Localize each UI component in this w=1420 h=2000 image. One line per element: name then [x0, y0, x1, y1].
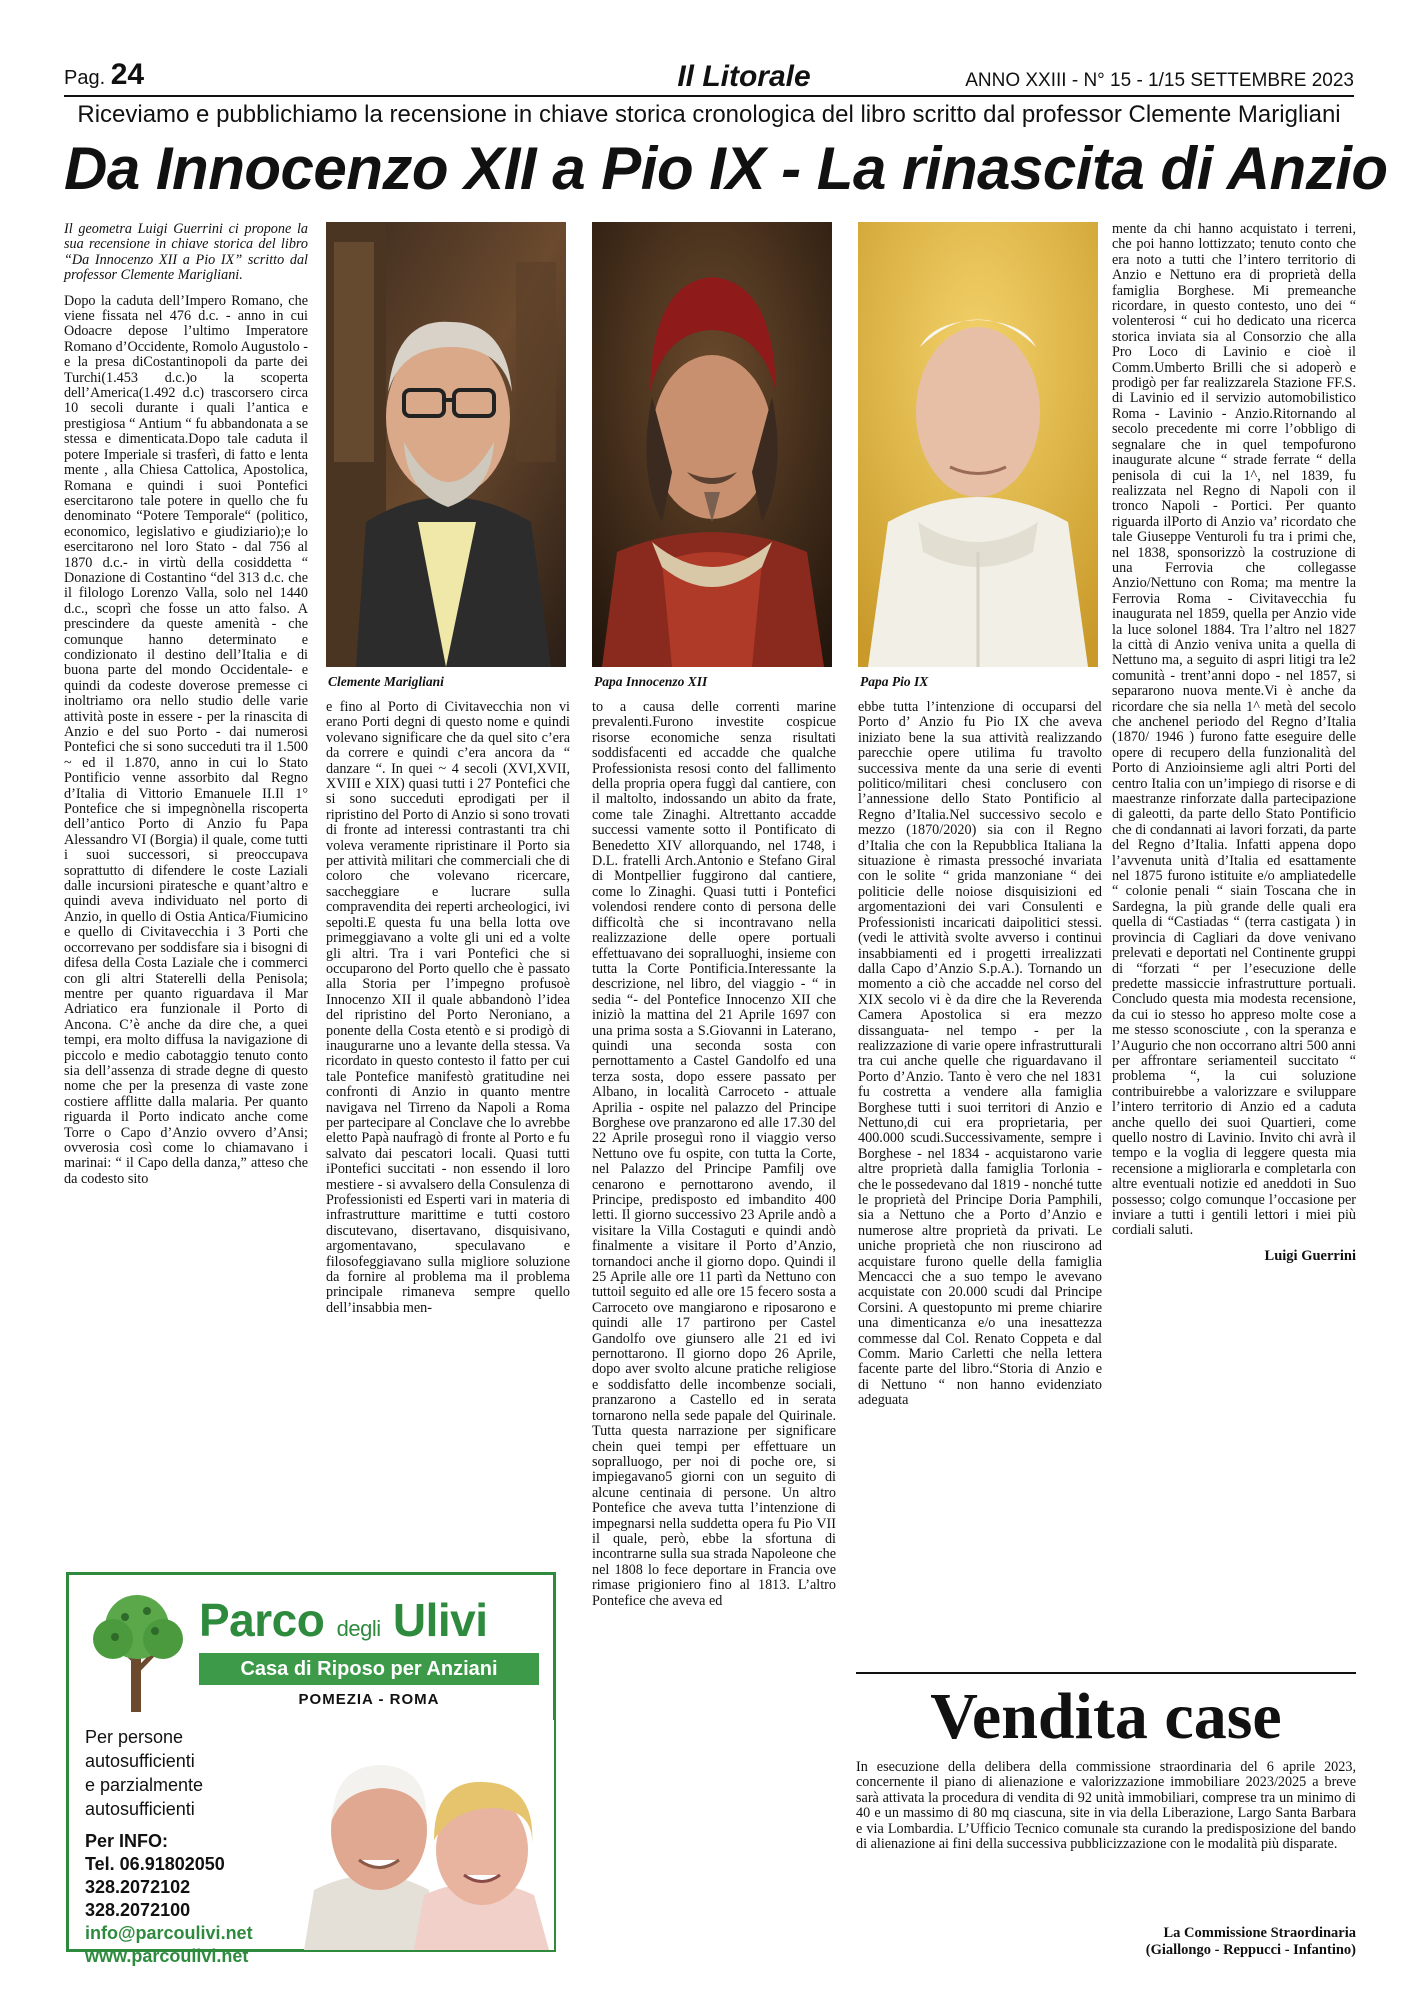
- article-signature: Luigi Guerrini: [1264, 1247, 1356, 1264]
- article-column-2: [326, 700, 570, 1555]
- ad-email-link[interactable]: info@parcoulivi.net: [85, 1923, 253, 1943]
- article-lead: Il geometra Luigi Guerrini ci propone la sua recensione in chiave storica del libro “Da Innocenzo XII a Pio IX” scritto dal professor Clemente Marigliani.: [64, 221, 308, 284]
- ad-persons-line: e parzialmente: [85, 1775, 204, 1795]
- caption-innocenzo: Papa Innocenzo XII: [594, 674, 708, 689]
- ad-brand-main: Parco: [199, 1594, 325, 1646]
- ad-info-label: Per INFO:: [85, 1831, 169, 1851]
- elderly-couple-image: [304, 1720, 554, 1950]
- caption-author: Clemente Marigliani: [328, 674, 444, 689]
- ad-subtitle: Casa di Riposo per Anziani: [199, 1653, 539, 1685]
- vendita-signature-line2: (Giallongo - Reppucci - Infantino): [1145, 1942, 1356, 1958]
- article-text-4: ebbe tutta l’intenzione di occuparsi del Porto d’ Anzio fu Pio IX che aveva iniziato bene la sua attività realizzando parecchie opere utilima fu travolto successiva mente da una serie di eventi politico/militari chesi conclusero con l’annessione dello Stato Pontificio al Regno d’Italia.Nel successivo secolo e mezzo (1870/2020) sia con il Regno d’Italia che con la Repubblica Italiana la situazione è rimasta pressoché invariata con le solite “ grida manzoniane “ dei politicie delle noiose disquisizioni ed argomentazioni dei vari Consulenti e Professionisti incaricati daipolitici stessi. (vedi le attività svolte avverso i continui insabbiamenti ed i progetti irrealizzati dalla Capo d’Anzio S.p.A.). Tornando un momento a ciò che accadde nel corso del XIX secolo vi è da dire che la Reverenda Camera Apostolica si era mezzo dissanguata- nel tempo - per la realizzazione di varie opere infrastrutturali tra cui anche quelle che riguardavano il Porto d’Anzio. Tanto è vero che nel 1831 fu costretta a vendere alla famiglia Borghese tutti i suoi territori di Anzio e Nettuno,di cui era proprietaria, per 400.000 scudi.Successivamente, sempre i Borghese - nel 1834 - acquistarono varie altre proprietà dalla famiglia Torlonia - che le possedevano dal 1819 - nonché tutte le proprietà del Principe Doria Pamphili, sia a Nettuno che a Porto d’Anzio e numerose altre proprietà da privati. Le uniche proprietà che non riuscirono ad acquistare furono quelle della famiglia Mencacci che a suo tempo le avevano acquistate con 20.000 scudi dal Principe Corsini. A questopunto mi preme chiarire una dimenticanza e/o una inesattezza commesse dal Col. Renato Coppeta e dal Comm. Mario Carletti che nella lettera facente parte del libro.“Storia di Anzio e di Nettuno “ non hanno evidenziato adeguata: [858, 699, 1102, 1409]
- author-portrait-image: [326, 222, 566, 667]
- article-text-2: e fino al Porto di Civitavecchia non vi erano Porti degni di questo nome e quindi volevano significare che da quel sito c’era da correre e quindi c’era ancora da “ danzare “. In quei ~ 4 secoli (XVI,XVII, XVIII e XIX) quasi tutti i 27 Pontefici che si sono succeduti eprodigati per il ripristino del Porto di Anzio si sono trovati di fronte ad interessi contrastanti tra chi voleva veramente ripristinare il Porto sia per attività militari che commerciali che di coloro che volevano ricercare, saccheggiare e lucrare sulla compravendita dei reperti archeologici, ivi sepolti.E questa fu una bella lotta ove primeggiavano a volte gli uni ed a volte gli altri. Tra i vari Pontefici che si occuparono del Porto quello che è passato alla Storia per l’impegno profusoè Innocenzo XII il quale abbandonò l’idea del ripristino del Porto Neroniano, a ponente della Costa etentò e si prodigò di inaugurarne uno a levante della stessa. Va ricordato in questo contesto il fatto per cui tale Pontefice manifestò gratitudine nei confronti di Anzio in quanto mentre navigava nel Tirreno da Napoli a Roma per partecipare al Conclave che lo avrebbe eletto Papà naufragò di fronte al Porto e fu salvato dai pescatori locali. Quasi tutti iPontefici succitati - non essendo il loro mestiere - si avvalsero della Consulenza di Professionisti ed Esperti vari in materia di infrastrutture marittime e tutti costoro discutevano, disertavano, disquisivano, argomentavano, speculavano e filosofeggiavano sulla migliore soluzione da fornire al problema ma il problema principale rimaneva sempre quello dell’insabbia men-: [326, 699, 570, 1316]
- page-label: Pag.: [64, 67, 106, 89]
- pio-portrait-image: [858, 222, 1098, 667]
- issue-info: ANNO XXIII - N° 15 - 1/15 SETTEMBRE 2023: [965, 70, 1354, 91]
- vendita-title: Vendita case: [930, 1680, 1282, 1753]
- innocenzo-photo: [592, 222, 832, 667]
- caption-pio: Papa Pio IX: [860, 674, 929, 689]
- vendita-rule: [856, 1672, 1356, 1674]
- article-text-5: mente da chi hanno acquistato i terreni, che poi hanno lottizzato; tenuto conto che era noto a tutti che l’intero territorio di Anzio e Nettuno era di proprietà della famiglia Borghese. Mi premeanche ricordare, in questo contesto, uno dei “ volenterosi “ cui ho dedicato una ricerca storica inviata sia al Consorzio che alla Pro Loco di Lavinio e cioè il Comm.Umberto Brilli che si adoperò e prodigò per far realizzarela Stazione FF.S. di Lavinio ed il servizio automobilistico Roma - Lavinio - Anzio.Ritornando al secolo precedente mi corre l’obbligo di segnalare che in quel tempofurono inaugurate alcune “ strade ferrate “ della penisola di cui la 1^, nel 1839, fu realizzata nel Regno di Napoli con il tronco Napoli - Portici. Per quanto riguarda ilPorto di Anzio va’ ricordato che tale Giuseppe Venturoli fu tra i primi che, nel 1838, sponsorizzò la costruzione di una Ferrovia che collegasse Anzio/Nettuno con Roma; ma mentre la Ferrovia Roma - Civitavecchia fu inaugurata nel 1859, quella per Anzio vide la luce solonel 1884. Tra l’altro nel 1827 la città di Anzio veniva unita a quella di Nettuno ma, a seguito di aspri litigi tra le2 comunità - trent’anni dopo - nel 1857, si separarono nuova mente.Vi è anche da ricordare che sia nella 1^ metà del secolo che anchenel periodo del Regno d’Italia (1870/ 1946 ) furono fatte eseguire delle opere di recupero della funzionalità del Porto di Anzioinsieme agli altri Porti del centro Italia con un’impiego di risorse e di maestranze rinforzate dalla partecipazione di galeotti, da parte dello Stato Pontificio che di condannati ai lavori forzati, da parte del Regno d’Italia. Infatti appena dopo l’avvenuta unità d’Italia ed esattamente nel 1875 furono istituite e/o ampliatedelle “ colonie penali “ siain Toscana che in Sardegna, la più grande delle quali era quella di “Castiadas “ (terra castigata ) in provincia di Cagliari da dove venivano prelevati e deportati nel Continente gruppi di “forzati “ per l’esecuzione delle predette massiccie infrastrutture portuali. Concludo questa mia modesta recensione, da cui io stesso ho appreso molte cose a me stesso sconosciute , con la speranza e l’Augurio che non occorrano altri 500 anni per affrontare seriamenteil succitato “ problema “, la cui soluzione contribuirebbe a valorizzare e sviluppare l’intero territorio di Anzio ed a caduta anche quello dei suoi Quartieri, come quello nostro di Lavinio. Invito chi avrà il tempo e la voglia di leggere questa mia recensione a migliorarla e completarla con altre eventuali notizie ed aneddoti in Suo possesso; colgo comunque l’occasione per inviare a tutti i gentili lettori i miei più cordiali saluti.: [1112, 221, 1356, 1239]
- vendita-signature-line1: La Commissione Straordinaria: [1163, 1925, 1356, 1941]
- headline: Da Innocenzo XII a Pio IX - La rinascita di Anzio: [64, 135, 1388, 202]
- article-column-1: [64, 222, 308, 1552]
- ad-persons: [85, 1725, 203, 1821]
- innocenzo-portrait-image: [592, 222, 832, 667]
- ad-brand-end: Ulivi: [392, 1594, 488, 1646]
- masthead: Il Litorale: [677, 60, 811, 93]
- ad-contact-info: [85, 1830, 253, 1968]
- ad-phone[interactable]: 328.2072100: [85, 1900, 191, 1920]
- ad-persons-line: autosufficienti: [85, 1799, 195, 1819]
- article-column-5: [1112, 222, 1356, 1652]
- ad-web-link[interactable]: www.parcoulivi.net: [85, 1946, 249, 1966]
- article-column-3: [592, 700, 836, 1962]
- ad-parco-ulivi[interactable]: [66, 1572, 556, 1966]
- article-text-3: to a causa delle correnti marine prevalenti.Furono investite cospicue risorse economiche senza risultati soddisfacenti ed accadde che qualche Professionista resosi conto del fallimento della propria opera fuggì dal cantiere, con il maltolto, indossando un abito da frate, come tale Zinaghi. Altrettanto accadde successi vamente sotto il Pontificato di Benedetto XIV allorquando, nel 1748, i D.L. fratelli Arch.Antonio e Stefano Giral di Montpellier fuggirono dal cantiere, come lo Zinaghi. Quasi tutti i Pontefici volendosi rendere conto di persona delle difficoltà che si incontravano nella realizzazione delle opere portuali effettuavano dei sopralluoghi, insieme con tutta la Corte Pontificia.Interessante la descrizione, nel libro, del viaggio - “ in sedia “- del Pontefice Innocenzo XII che iniziò la mattina del 21 Aprile 1697 con una prima sosta a S.Giovanni in Laterano, quindi una seconda sosta con pernottamento a Castel Gandolfo ed una terza sosta, dopo essere passato per Albano, in località Carroceto - attuale Aprilia - ospite nel palazzo del Principe Borghese ove pranzarono ed alle 17.30 del 22 Aprile proseguì rono il viaggio verso Nettuno ove fu ospite, con tutta la Corte, nel Palazzo del Principe Pamfilj ove cenarono e pernottarono avendo, il Principe, predisposto ed imbandito 400 letti. Il giorno successivo 23 Aprile andò a visitare la Villa Costaguti e quindi andò finalmente a visitare il Porto d’Anzio, tornandoci anche il giorno dopo. Quindi il 25 Aprile alle ore 11 partì da Nettuno con tuttoil seguito ed alle ore 15 fecero sosta a Carroceto ove mangiarono e riposarono e quindi alle 17 partirono per Castel Gandolfo ove giunsero alle 21 ed ivi pernottarono. Il giorno dopo 26 Aprile, dopo aver svolto alcune pratiche religiose e soddisfatto delle incombenze sociali, pranzarono a Castello ed in serata tornarono nella sede papale del Quirinale. Tutta questa narrazione per significare chein quei tempi per effettuare un sopralluogo, per noi di poche ore, si impiegavano5 giorni con un seguito di alcune centinaia di persone. Un altro Pontefice che aveva tutta l’intenzione di impegnarsi nella suddetta opera fu Pio VII il quale, però, ebbe la sfortuna di incontrarne sulla sua strada Napoleone che nel 1808 lo fece deportare in Francia ove rimase prigioniero fino al 1813. L’altro Pontefice che aveva ed: [592, 699, 836, 1609]
- ad-phone[interactable]: 328.2072102: [85, 1877, 191, 1897]
- vendita-signature: [856, 1925, 1356, 1959]
- author-photo: [326, 222, 566, 667]
- page-number-value: 24: [110, 58, 145, 91]
- ad-persons-line: Per persone: [85, 1727, 184, 1747]
- olive-tree-icon: [85, 1587, 189, 1717]
- page-header: [64, 60, 1354, 94]
- article-text-1: Dopo la caduta dell’Impero Romano, che viene fissata nel 476 d.c. - anno in cui Odoacre depose l’ultimo Imperatore Romano d’Occidente, Romolo Augustolo - e la presa diCostantinopoli da parte dei Turchi(1.453 d.c.)o la scoperta dell’America(1.492 d.c) trascorsero circa 10 secoli durante i quali l’antica e prestigiosa “ Antium “ fu abbandonata a se stessa e dimenticata.Dopo tale caduta il potere Imperiale si trasferì, di fatto e lenta mente , alla Chiesa Cattolica, Apostolica, Romana e quindi i suoi Pontefici esercitarono tale potere in quello che fu denominato “Potere Temporale“ (politico, economico, legislativo e giudiziario);e lo esercitarono nel loro Stato - dal 756 al 1870 d.c.- in virtù della cosiddetta “ Donazione di Costantino “del 313 d.c. che il filologo Lorenzo Valla, solo nel 1440 d.c., scoprì che fosse un atto falso. A prescindere da queste amenità - che comunque hanno determinato e condizionato il destino dell’Italia e di buona parte del mondo Occidentale- e quindi da codeste doverose premesse ci inoltriamo ora nello studio delle varie attività poste in essere - per la rinascita di Anzio e del suo Porto - dai numerosi Pontefici che si sono succeduti tra il 1.500 ~ ed il 1.870, anno in cui lo Stato Pontificio venne assorbito dal Regno d’Italia di Vittorio Emanuele II.Il 1° Pontefice che si impegnònella riscoperta dell’antico Porto di Anzio fu Papa Alessandro VI (Borgia) il quale, come tutti i suoi successori, si preoccupava soprattutto di difendere le coste Laziali dalle incursioni piratesche e quant’altro e quindi aveva individuato nel porto di Anzio, in quello di Ostia Antica/Fiumicino e quello di Civitavecchia i 3 Porti che occorrevano per soddisfare sia i bisogni di difesa della Costa Laziale che i commerci con gli altri Staterelli della Penisola; mentre per quanto riguardava il Mar Adriatico era funzionale il Porto di Ancona. C’è anche da dire che, a quei tempi, era molto diffusa la navigazione di piccolo e medio cabotaggio tenuto conto sia dell’assenza di strade degne di questo nome che per la presenza di vaste zone costiere afflitte dalla malaria. Per quanto riguarda il Porto indicato anche come Torre o Capo d’Anzio ovvero d’Ansi; ovverosia così come lo chiamavano i marinai: “ il Capo della danza,” atteso che da codesto sito: [64, 292, 308, 1187]
- header-rule: [64, 95, 1354, 97]
- ad-phone[interactable]: Tel. 06.91802050: [85, 1854, 225, 1874]
- pio-photo: [858, 222, 1098, 667]
- ad-city: POMEZIA - ROMA: [298, 1691, 440, 1708]
- ad-brand-mid: degli: [336, 1616, 381, 1641]
- article-column-4: [858, 700, 1102, 1645]
- page-number: [64, 58, 144, 92]
- vendita-text: In esecuzione della delibera della commissione straordinaria del 6 aprile 2023, concernente il piano di alienazione e valorizzazione immobiliare 2023/2025 a breve sarà attivata la procedura di vendita di 92 unità immobiliari, comprese tra un minimo di 40 e un massimo di 80 mq ciascuna, site in via della Liberazione, Largo Santa Barbara e via Lombardia. L’Ufficio Tecnico comunale sta curando la predisposizione del bando di alienazione ai fini della successiva pubblicizzazione con le modalità più disparate.: [856, 1759, 1356, 1853]
- ad-persons-line: autosufficienti: [85, 1751, 195, 1771]
- kicker: Riceviamo e pubblichiamo la recensione in chiave storica cronologica del libro scritto dal professor Clemente Marigliani: [77, 101, 1341, 128]
- ad-brand: [199, 1593, 488, 1647]
